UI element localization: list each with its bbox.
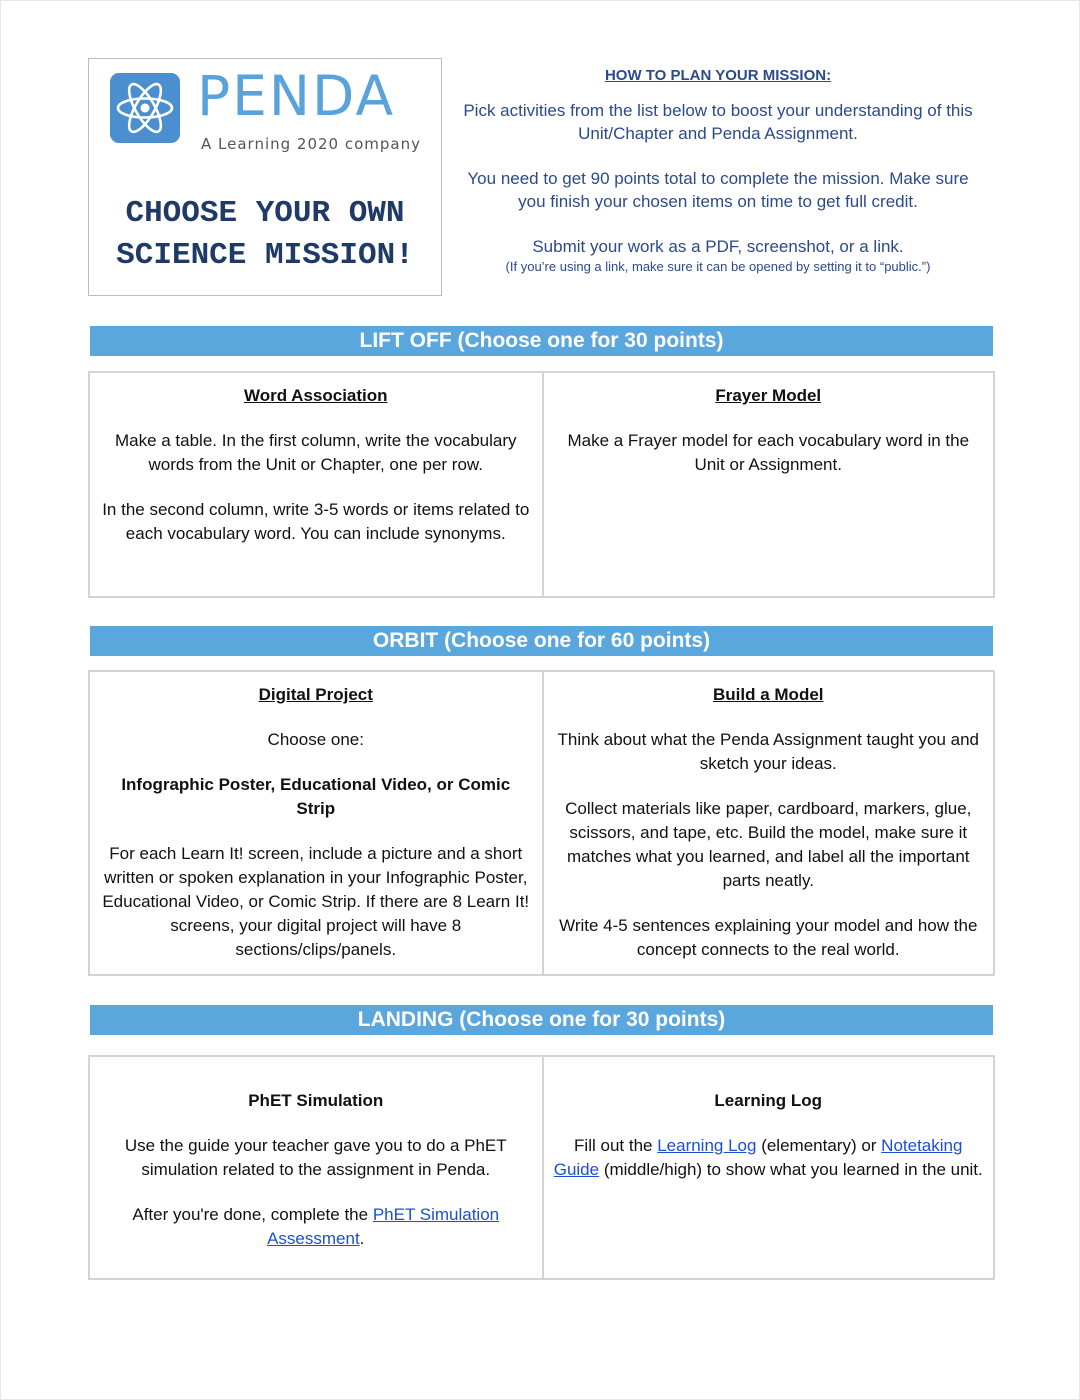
logo-brand-name: PENDA (197, 64, 396, 128)
card-text-bold: Infographic Poster, Educational Video, or Comic Strip (121, 775, 511, 818)
card-text-part: Fill out the (574, 1136, 658, 1155)
instructions-link-note: (If you’re using a link, make sure it can be opened by setting it to “public.”) (505, 259, 931, 274)
mission-title-line-1: CHOOSE YOUR OWN (125, 196, 405, 231)
card-build-a-model (542, 672, 994, 974)
card-text (554, 1134, 984, 1182)
card-text: Choose one: (267, 730, 364, 749)
card-title: Learning Log (714, 1091, 823, 1110)
card-title: Frayer Model (715, 386, 822, 405)
mission-title (89, 193, 441, 277)
card-text-part: (middle/high) to show what you learned in the unit. (599, 1160, 983, 1179)
card-phet-simulation (90, 1057, 542, 1278)
card-text: Write 4-5 sentences explaining your model and how the concept connects to the real world. (559, 916, 978, 959)
card-title: PhET Simulation (248, 1091, 384, 1110)
card-text: For each Learn It! screen, include a picture and a short written or spoken explanation in your Infographic Poster, Educational Video, or Comic Strip. If there are 8 Learn It! screens, your digital project will have 8 sections/clips/panels. (102, 844, 530, 959)
landing-options (88, 1055, 995, 1280)
section-bar-lift-off: LIFT OFF (Choose one for 30 points) (90, 326, 993, 356)
card-text-part: After you're done, complete the (132, 1205, 373, 1224)
card-text: Collect materials like paper, cardboard, markers, glue, scissors, and tape, etc. Build the model, make sure it matches what you learned, and label all the important parts neatly. (565, 799, 972, 890)
notetaking-guide-link[interactable]: Notetaking Guide (553, 1136, 963, 1179)
instructions-paragraph-2: You need to get 90 points total to complete the mission. Make sure you finish your chosen items on time to get full credit. (467, 169, 969, 211)
card-text: Use the guide your teacher gave you to do a PhET simulation related to the assignment in Penda. (124, 1136, 507, 1179)
card-text-part: (elementary) or (756, 1136, 882, 1155)
instructions-paragraph-3: Submit your work as a PDF, screenshot, or a link. (532, 237, 904, 256)
card-text (100, 1203, 532, 1251)
logo-title-box (88, 58, 442, 296)
instructions-paragraph-1: Pick activities from the list below to boost your understanding of this Unit/Chapter and Penda Assignment. (463, 101, 973, 143)
section-bar-landing: LANDING (Choose one for 30 points) (90, 1005, 993, 1035)
atom-logo-icon (110, 73, 180, 143)
section-bar-orbit: ORBIT (Choose one for 60 points) (90, 626, 993, 656)
card-title: Word Association (243, 386, 388, 405)
instructions-panel (456, 64, 980, 276)
card-title: Build a Model (713, 685, 824, 704)
card-word-association (90, 373, 542, 596)
card-learning-log (542, 1057, 994, 1278)
card-text: Think about what the Penda Assignment taught you and sketch your ideas. (557, 730, 979, 773)
orbit-options (88, 670, 995, 976)
instructions-heading: HOW TO PLAN YOUR MISSION: (604, 67, 832, 84)
mission-title-line-2: SCIENCE MISSION! (116, 238, 414, 273)
logo-tagline: A Learning 2020 company (201, 135, 421, 153)
card-digital-project (90, 672, 542, 974)
lift-off-options (88, 371, 995, 598)
phet-simulation-assessment-link[interactable]: PhET Simulation Assessment (267, 1205, 500, 1248)
card-title: Digital Project (258, 685, 373, 704)
card-text-part: . (359, 1229, 365, 1248)
card-text: Make a Frayer model for each vocabulary word in the Unit or Assignment. (567, 431, 970, 474)
card-text: In the second column, write 3-5 words or items related to each vocabulary word. You can include synonyms. (102, 500, 530, 543)
card-frayer-model (542, 373, 994, 596)
learning-log-link[interactable]: Learning Log (657, 1136, 757, 1155)
card-text: Make a table. In the first column, write the vocabulary words from the Unit or Chapter, one per row. (114, 431, 517, 474)
